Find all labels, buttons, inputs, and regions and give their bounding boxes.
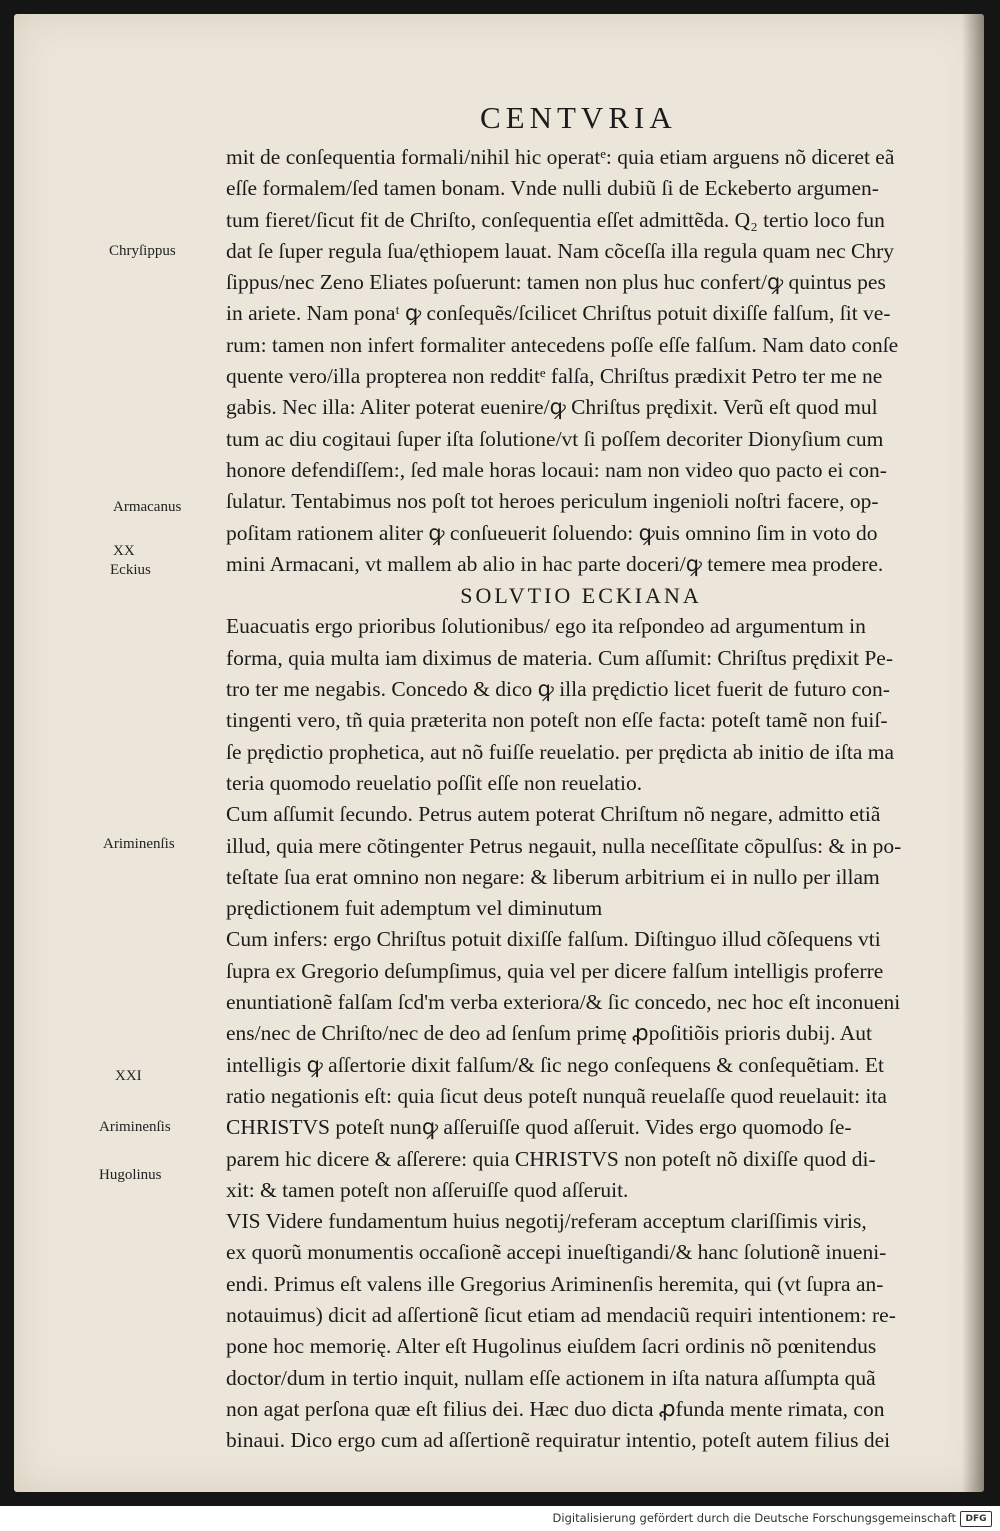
text-line: ſe prędictio prophetica, aut nõ fuiſſe reuelatio. per prędicta ab initio de iſta ma <box>226 739 895 764</box>
text-line: ex quorũ monumentis occaſionẽ accepi inueſtigandi/& hanc ſolutionẽ inueni‑ <box>226 1240 887 1265</box>
margin-note-numeral-xxi: XXI <box>115 1068 142 1084</box>
text-line: parem hic dicere & aſſerere: quia CHRISTVS non poteſt nõ dixiſſe quod di‑ <box>226 1146 876 1171</box>
main-text-block <box>226 142 936 1456</box>
text-line: eſſe formalem/ſed tamen bonam. Vnde nulli dubiũ ſi de Eckeberto argumen‑ <box>226 176 879 201</box>
text-line: CHRISTVS poteſt nunꝙ aſſeruiſſe quod aſſeruit. Vides ergo quomodo ſe‑ <box>226 1115 852 1140</box>
text-line: Cum aſſumit ſecundo. Petrus autem poterat Chriſtum nõ negare, admitto etiã <box>226 802 881 827</box>
text-line: xit: & tamen poteſt non aſſeruiſſe quod aſſeruit. <box>226 1177 629 1202</box>
text-line: notauimus) dicit ad aſſertionẽ ſicut etiam ad mendaciũ requiri intentionem: re‑ <box>226 1302 896 1327</box>
text-line: honore defendiſſem:, ſed male horas locaui: nam non video quo pacto ei con‑ <box>226 457 887 482</box>
text-line: forma, quia multa iam diximus de materia. Cum aſſumit: Chriſtus prędixit Pe‑ <box>226 645 893 670</box>
text-line: ratio negationis eſt: quia ſicut deus poteſt nunquã reuelaſſe quod reuelauit: ita <box>226 1083 887 1108</box>
section-heading: SOLVTIO ECKIANA <box>460 583 702 609</box>
text-line: tum ac diu cogitaui ſuper iſta ſolutione/vt ſi poſſem decoriter Dionyſium cum <box>226 426 884 451</box>
text-line: prędictionem fuit ademptum vel diminutum <box>226 896 603 921</box>
text-line: Euacuatis ergo prioribus ſolutionibus/ ego ita reſpondeo ad argumentum in <box>226 614 866 639</box>
margin-note-eckius: Eckius <box>110 562 151 578</box>
text-line: ens/nec de Chriſto/nec de deo ad ſenſum primę ꝓpoſitiõis prioris dubij. Aut <box>226 1021 873 1046</box>
text-line: tro ter me negabis. Concedo & dico ꝙ illa prędictio licet fuerit de futuro con‑ <box>226 677 890 702</box>
page-gutter-shadow <box>962 14 984 1492</box>
text-line: binaui. Dico ergo cum ad aſſertionẽ requiratur intentio, poteſt autem filius dei <box>226 1428 891 1453</box>
margin-note-hugolinus: Hugolinus <box>99 1167 162 1183</box>
text-line: in ariete. Nam ponaᵗ ꝙ conſequẽs/ſcilicet Chriſtus potuit dixiſſe falſum, ſit ve‑ <box>226 301 891 326</box>
text-line: intelligis ꝙ aſſertorie dixit falſum/& ſic nego conſequens & conſequẽtiam. Et <box>226 1052 884 1077</box>
text-line: mit de conſequentia formali/nihil hic operatᵉ: quia etiam arguens nõ diceret eã <box>226 145 895 169</box>
footer-bar <box>0 1506 1000 1531</box>
dfg-logo-icon: DFG <box>960 1511 992 1527</box>
text-line: rum: tamen non infert formaliter antecedens poſſe eſſe falſum. Nam dato conſe <box>226 332 899 357</box>
text-line: ſupra ex Gregorio deſumpſimus, quia vel per dicere falſum intelligis proferre <box>226 958 884 983</box>
text-line: ſippus/nec Zeno Eliates poſuerunt: tamen non plus huc confert/ꝙ quintus pes <box>226 270 886 295</box>
text-line: doctor/dum in tertio inquit, nullam eſſe actionem in iſta natura aſſumpta quã <box>226 1365 876 1390</box>
text-line: tum fieret/ſicut fit de Chriſto, conſequentia eſſet admittẽda. Q₂ tertio loco fun <box>226 207 885 232</box>
margin-note-numeral-xx: XX <box>113 543 135 559</box>
text-line: VIS Videre fundamentum huius negotij/referam acceptum clariſſimis viris, <box>226 1209 867 1234</box>
text-line: poſitam rationem aliter ꝙ conſueuerit ſoluendo: ꝙuis omnino ſim in voto do <box>226 520 878 545</box>
text-line: ſulatur. Tentabimus nos poſt tot heroes periculum ingenioli noſtri facere, op‑ <box>226 489 879 514</box>
text-line: gabis. Nec illa: Aliter poterat euenire/ꝙ Chriſtus prędixit. Verũ eſt quod mul <box>226 395 878 420</box>
text-line: non agat perſona quæ eſt filius dei. Hæc duo dicta ꝓfunda mente rimata, con <box>226 1396 885 1421</box>
margin-note-armacanus: Armacanus <box>113 499 182 515</box>
text-line: illud, quia mere cõtingenter Petrus negauit, nulla neceſſitate cõpulſus: & in po‑ <box>226 833 902 858</box>
text-line: enuntiationẽ falſam ſcd'm verba exteriora/& ſic concedo, nec hoc eſt inconueni <box>226 990 901 1015</box>
margin-note-chrysippus: Chryſippus <box>109 243 176 259</box>
margin-note-ariminensis-2: Ariminenſis <box>99 1119 171 1135</box>
text-line: teſtate ſua erat omnino non negare: & liberum arbitrium ei in nullo per illam <box>226 864 880 889</box>
running-header: CENTVRIA <box>480 100 677 135</box>
text-line: endi. Primus eſt valens ille Gregorius Ariminenſis heremita, qui (vt ſupra an‑ <box>226 1271 884 1296</box>
funding-notice: Digitalisierung gefördert durch die Deutsche Forschungsgemeinschaft <box>552 1511 956 1525</box>
text-line: quente vero/illa propterea non redditᵉ falſa, Chriſtus prædixit Petro ter me ne <box>226 364 883 389</box>
text-line: tingenti vero, tñ quia præterita non poteſt non eſſe facta: poteſt tamẽ non fuiſ‑ <box>226 708 888 733</box>
text-line: mini Armacani, vt mallem ab alio in hac parte doceri/ꝙ temere mea prodere. <box>226 551 884 576</box>
text-line: dat ſe ſuper regula ſua/ęthiopem lauat. Nam cõceſſa illa regula quam nec Chry <box>226 238 895 263</box>
text-line: Cum infers: ergo Chriſtus potuit dixiſſe falſum. Diſtinguo illud cõſequens vti <box>226 927 881 952</box>
text-line: teria quomodo reuelatio poſſit eſſe non reuelatio. <box>226 770 643 795</box>
text-line: pone hoc memorię. Alter eſt Hugolinus eiuſdem ſacri ordinis nõ pœnitendus <box>226 1334 877 1359</box>
margin-note-ariminensis: Ariminenſis <box>103 836 175 852</box>
